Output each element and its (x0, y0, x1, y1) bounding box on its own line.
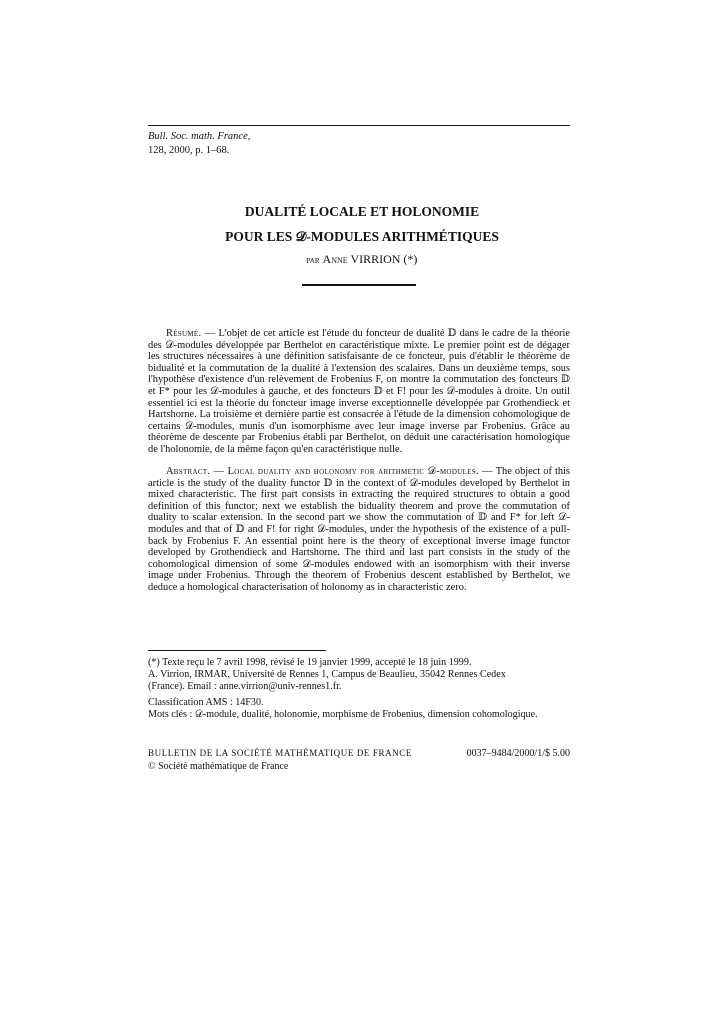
copyright-notice: © Société mathématique de France (148, 761, 289, 772)
author-prefix: par (306, 255, 320, 266)
issn-price: 0037–9484/2000/1/$ 5.00 (466, 748, 570, 759)
journal-name: Bull. Soc. math. France, (148, 131, 251, 142)
journal-issue: 128, 2000, p. 1–68. (148, 145, 230, 156)
footnote-rule (148, 650, 326, 651)
title-line-1: DUALITÉ LOCALE ET HOLONOMIE (244, 204, 480, 219)
footnote-dates: (*) Texte reçu le 7 avril 1998, révisé le 19 janvier 1999, accepté le 18 juin 1999. (148, 657, 472, 668)
author-address-line-2: (France). Email : anne.virrion@univ-rennes1.fr. (148, 681, 342, 692)
resume-paragraph (148, 328, 570, 456)
author-line (0, 252, 724, 267)
keywords: Mots clés : 𝒟-module, dualité, holonomie, morphisme de Frobenius, dimension cohomologique. (148, 709, 538, 720)
resume-heading: Résumé. — (166, 328, 216, 339)
bulletin-name: BULLETIN DE LA SOCIÉTÉ MATHÉMATIQUE DE FRANCE (148, 748, 412, 758)
abstract-body: The object of this article is the study of the duality functor 𝔻 in the context of 𝒟-modules developed by Berthelot in mixed characteristic. The first part consists in extracting the required structures to obtain a good definition of this functor; next we establish the biduality theorem and prove the commutation of duality to scalar extension. In the second part we show the commutation of 𝔻 and F* for left 𝒟-modules and that of 𝔻 and F! for right 𝒟-modules, under the hypothesis of the existence of a pull-back by Frobenius F. An essential point here is the theory of exceptional inverse image functor developed by Grothendieck and Hartshorne. The third and last part consists in the study of the cohomological dimension of some 𝒟-modules endowed with an isomorphism with their inverse image under Frobenius. Through the theorem of Frobenius descent established by Berthelot, we deduce a homological characterisation of holonomy as in characteristic zero. (148, 466, 570, 593)
author-last-name: VIRRION (*) (350, 252, 418, 266)
resume-body: L'objet de cet article est l'étude du foncteur de dualité 𝔻 dans le cadre de la théorie des 𝒟-modules développée par Berthelot en caractéristique mixte. Le premier point est de dégager les structures nécessaires à une définition satisfaisante de ce foncteur, puis d'établir le théorème de bidualité et la commutation de la dualité à l'extension des scalaires. Dans un deuxième temps, sous l'hypothèse d'existence d'un relèvement de Frobenius F, on montre la commutation des foncteurs 𝔻 et F* pour les 𝒟-modules à gauche, et des foncteurs 𝔻 et F! pour les 𝒟-modules à droite. Un outil essentiel ici est la théorie du foncteur image inverse exceptionnelle développée par Grothendieck et Hartshorne. La troisième et dernière partie est consacrée à l'étude de la dimension cohomologique de certains 𝒟-modules, munis d'un isomorphisme avec leur image inverse par Frobenius. Grâce au théorème de descente par Frobenius établi par Berthelot, on déduit une caractérisation homologique de l'holonomie, de la même façon qu'en caractéristique nulle. (148, 328, 570, 455)
ams-classification: Classification AMS : 14F30. (148, 697, 264, 708)
title-rule (302, 284, 416, 286)
abstract-paragraph (148, 466, 570, 594)
author-address-line-1: A. Virrion, IRMAR, Université de Rennes 1, Campus de Beaulieu, 35042 Rennes Cedex (148, 669, 506, 680)
top-rule (148, 125, 570, 126)
abstract-heading: Abstract. — Local duality and holonomy for arithmetic 𝒟-modules. — (166, 466, 493, 477)
title-line-2: POUR LES 𝒟-MODULES ARITHMÉTIQUES (225, 229, 499, 244)
author-first-name: Anne (322, 252, 348, 266)
